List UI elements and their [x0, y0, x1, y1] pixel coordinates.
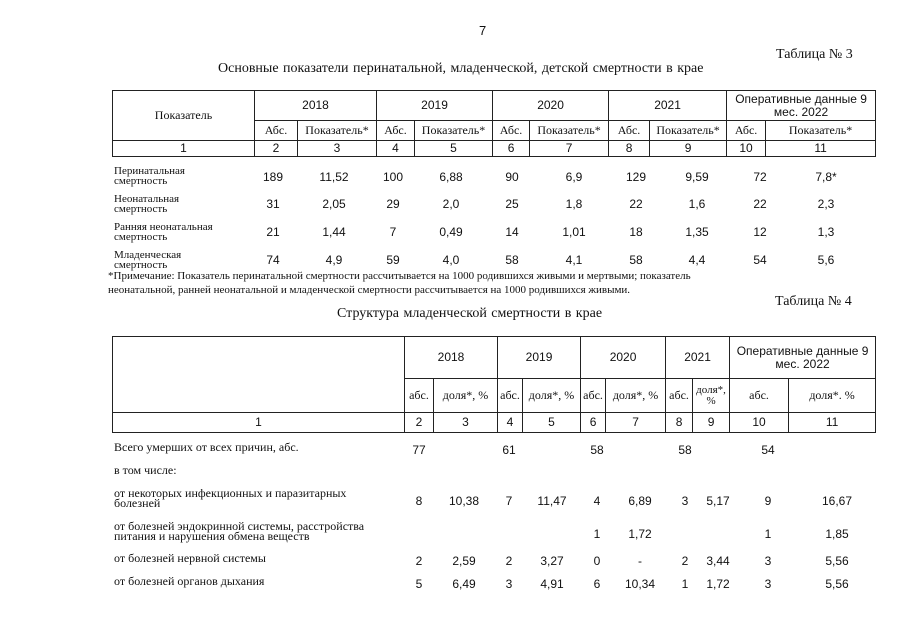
cell: 14 — [505, 225, 519, 239]
cell: 8 — [415, 494, 423, 508]
subheader: Абс. — [609, 121, 650, 141]
column-number: 4 — [498, 413, 523, 433]
column-number: 4 — [377, 141, 415, 157]
cell: 9,59 — [685, 170, 709, 184]
subheader: абс. — [498, 379, 523, 413]
year-header-2018: 2018 — [405, 337, 498, 379]
cell: 3 — [681, 494, 689, 508]
table3-title: Основные показатели перинатальной, младенческой, детской смертности в крае — [218, 61, 704, 76]
cell: 6,9 — [565, 170, 583, 184]
cell: 2,3 — [817, 197, 835, 211]
page-number: 7 — [479, 23, 487, 38]
cell: 189 — [262, 170, 284, 184]
table3-header — [112, 90, 876, 157]
cell: 10,34 — [624, 577, 656, 591]
cell: 3 — [764, 554, 772, 568]
column-number: 11 — [766, 141, 876, 157]
table3-caption: Таблица № 3 — [776, 47, 853, 62]
cell: 18 — [629, 225, 643, 239]
cell: 0 — [593, 554, 601, 568]
row-label: Младенческая смертность — [114, 249, 182, 271]
column-number: 7 — [530, 141, 609, 157]
cell: 9 — [764, 494, 772, 508]
subheader: доля*. % — [789, 379, 876, 413]
cell: 77 — [412, 443, 426, 457]
cell: 2,05 — [322, 197, 346, 211]
subheader: доля*, % — [523, 379, 581, 413]
year-header-2020: 2020 — [581, 337, 666, 379]
row-label: от некоторых инфекционных и паразитарных болезней — [114, 486, 347, 510]
column-number: 11 — [789, 413, 876, 433]
cell: 2 — [505, 554, 513, 568]
year-header-2020: 2020 — [493, 91, 609, 121]
subheader: абс. — [730, 379, 789, 413]
cell: 7 — [389, 225, 397, 239]
cell: 29 — [386, 197, 400, 211]
cell: 61 — [502, 443, 516, 457]
cell: 1,3 — [817, 225, 835, 239]
column-number: 6 — [581, 413, 606, 433]
cell: 1,01 — [562, 225, 586, 239]
cell: 3,27 — [540, 554, 564, 568]
column-number: 10 — [730, 413, 789, 433]
cell: 100 — [382, 170, 404, 184]
table3-note-line2: неонатальной, ранней неонатальной и младенческой смертности рассчитывается на 1000 родившихся живыми. — [108, 284, 631, 296]
cell: 1 — [764, 527, 772, 541]
row-label: Перинатальная смертность — [114, 165, 185, 187]
column-number: 7 — [606, 413, 666, 433]
cell: 4,4 — [688, 253, 706, 267]
subheader: Показатель* — [298, 121, 377, 141]
column-number: 8 — [609, 141, 650, 157]
row-label: от болезней эндокринной системы, расстройства питания и нарушения обмена веществ — [114, 519, 365, 543]
cell: 21 — [266, 225, 280, 239]
cell: 54 — [753, 253, 767, 267]
column-number: 10 — [727, 141, 766, 157]
cell: 3,44 — [706, 554, 730, 568]
cell: 25 — [505, 197, 519, 211]
cell: 4,9 — [325, 253, 343, 267]
cell: 5,56 — [825, 577, 849, 591]
subheader: Показатель* — [650, 121, 727, 141]
table4-blank-header — [113, 337, 405, 413]
cell: 1,72 — [628, 527, 652, 541]
column-number: 1 — [113, 141, 255, 157]
cell: 54 — [761, 443, 775, 457]
cell: 12 — [753, 225, 767, 239]
column-number: 3 — [434, 413, 498, 433]
subheader: доля*, % — [693, 379, 730, 413]
row-label: Ранняя неонатальная смертность — [114, 221, 213, 243]
year-header-2019: 2019 — [498, 337, 581, 379]
cell: 22 — [753, 197, 767, 211]
row-label: от болезней нервной системы — [114, 551, 266, 565]
column-number: 5 — [523, 413, 581, 433]
cell: 58 — [629, 253, 643, 267]
cell: 11,47 — [537, 494, 567, 508]
subheader: абс. — [405, 379, 434, 413]
indicator-header: Показатель — [113, 91, 255, 141]
table3-note-line1: *Примечание: Показатель перинатальной смертности рассчитывается на 1000 родившихся живыми и мертвыми; показатель — [108, 270, 691, 282]
cell: 5,56 — [825, 554, 849, 568]
column-number: 1 — [113, 413, 405, 433]
cell: 7 — [505, 494, 513, 508]
cell: 1,44 — [322, 225, 346, 239]
row-label: от болезней органов дыхания — [114, 574, 265, 588]
cell: 22 — [629, 197, 643, 211]
cell: 2,0 — [442, 197, 460, 211]
cell: 5 — [415, 577, 423, 591]
column-number: 6 — [493, 141, 530, 157]
cell: 5,6 — [817, 253, 835, 267]
column-number: 9 — [650, 141, 727, 157]
year-header-2018: 2018 — [255, 91, 377, 121]
cell: 6,49 — [452, 577, 476, 591]
cell: 0,49 — [439, 225, 463, 239]
cell: - — [638, 554, 642, 568]
cell: 31 — [266, 197, 280, 211]
cell: 10,38 — [448, 494, 480, 508]
cell: 6,88 — [439, 170, 463, 184]
cell: 2,59 — [452, 554, 476, 568]
cell: 2 — [681, 554, 689, 568]
cell: 4,0 — [442, 253, 460, 267]
cell: 3 — [764, 577, 772, 591]
subheader: доля*, % — [434, 379, 498, 413]
subheader: Показатель* — [530, 121, 609, 141]
year-header-2021: 2021 — [609, 91, 727, 121]
subheader: Показатель* — [766, 121, 876, 141]
cell: 59 — [386, 253, 400, 267]
cell: 1,85 — [825, 527, 849, 541]
cell: 1,35 — [685, 225, 709, 239]
cell: 6,89 — [628, 494, 652, 508]
cell: 58 — [678, 443, 692, 457]
subheader: Абс. — [255, 121, 298, 141]
operative-header: Оперативные данные 9 мес. 2022 — [730, 337, 876, 379]
subheader: абс. — [666, 379, 693, 413]
column-number: 5 — [415, 141, 493, 157]
year-header-2019: 2019 — [377, 91, 493, 121]
subheader: доля*, % — [606, 379, 666, 413]
cell: 7,8* — [815, 170, 837, 184]
cell: 2 — [415, 554, 423, 568]
subheader: Абс. — [727, 121, 766, 141]
operative-header: Оперативные данные 9 мес. 2022 — [727, 91, 876, 121]
table4-title: Структура младенческой смертности в крае — [337, 306, 603, 321]
subheader: абс. — [581, 379, 606, 413]
cell: 1,6 — [688, 197, 706, 211]
subheader: Показатель* — [415, 121, 493, 141]
cell: 1 — [593, 527, 601, 541]
table4-header — [112, 336, 876, 433]
cell: 5,17 — [706, 494, 730, 508]
year-header-2021: 2021 — [666, 337, 730, 379]
cell: 72 — [753, 170, 767, 184]
cell: 4,1 — [565, 253, 583, 267]
cell: 6 — [593, 577, 601, 591]
subheader: Абс. — [493, 121, 530, 141]
row-label: в том числе: — [114, 463, 177, 477]
column-number: 9 — [693, 413, 730, 433]
cell: 16,67 — [821, 494, 853, 508]
cell: 4,91 — [540, 577, 564, 591]
column-number: 2 — [255, 141, 298, 157]
row-label: Неонатальная смертность — [114, 193, 180, 215]
cell: 1 — [681, 577, 689, 591]
cell: 1,8 — [565, 197, 583, 211]
row-label: Всего умерших от всех причин, абс. — [114, 440, 299, 454]
cell: 4 — [593, 494, 601, 508]
cell: 74 — [266, 253, 280, 267]
column-number: 3 — [298, 141, 377, 157]
table4-caption: Таблица № 4 — [775, 294, 852, 309]
cell: 3 — [505, 577, 513, 591]
column-number: 8 — [666, 413, 693, 433]
column-number: 2 — [405, 413, 434, 433]
cell: 129 — [625, 170, 647, 184]
cell: 58 — [590, 443, 604, 457]
cell: 90 — [505, 170, 519, 184]
cell: 58 — [505, 253, 519, 267]
cell: 11,52 — [319, 170, 349, 184]
subheader: Абс. — [377, 121, 415, 141]
cell: 1,72 — [706, 577, 730, 591]
